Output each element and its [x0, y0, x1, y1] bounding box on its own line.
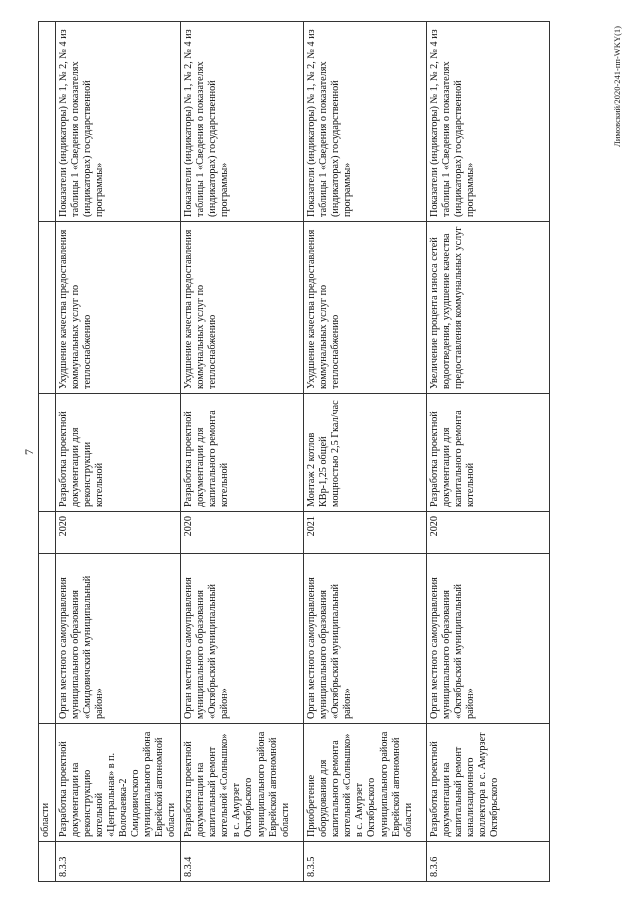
rotated-page	[20, 12, 620, 892]
cell-indicators: Показатели (индикаторы) № 1, № 2, № 4 из таблицы 1 «Сведения о показателях (индикаторах) государственной программы»	[181, 22, 304, 222]
table-row	[181, 22, 304, 882]
cell-indicators: Показатели (индикаторы) № 1, № 2, № 4 из таблицы 1 «Сведения о показателях (индикаторах) государственной программы»	[56, 22, 181, 222]
table-row	[56, 22, 181, 882]
page-number: 7	[22, 449, 36, 455]
cell-consequence: Ухудшение качества предоставления коммунальных услуг по теплоснабжению	[181, 222, 304, 394]
cell-consequence	[39, 222, 56, 394]
cell-event: Разработка проектной документации на капитальный ремонт канализационного коллектора в с. Амурзет Октябрьского	[427, 724, 550, 842]
cell-result: Монтаж 2 котлов КВр-1,25 общей мощностью 2,5 Гкал/час	[304, 394, 427, 512]
cell-year: 2020	[181, 512, 304, 554]
document-footer-code: Лимовский/2020-241-пп-WKY(1)	[612, 26, 622, 147]
cell-executor: Орган местного самоуправления муниципального образования «Смидовичский муниципальный район»	[56, 554, 181, 724]
program-table	[38, 21, 550, 882]
cell-result: Разработка проектной документации для капитального ремонта котельной	[427, 394, 550, 512]
cell-indicators: Показатели (индикаторы) № 1, № 2, № 4 из таблицы 1 «Сведения о показателях (индикаторах) государственной программы»	[427, 22, 550, 222]
cell-event: Разработка проектной документации на реконструкцию котельной «Центральная» в п. Волочаевка-2 Смидовичского муниципального района Еврейской автономной области	[56, 724, 181, 842]
cell-result	[39, 394, 56, 512]
cell-year: 2020	[56, 512, 181, 554]
table-row-continuation	[39, 22, 56, 882]
cell-num	[39, 842, 56, 882]
cell-num: 8.3.5	[304, 842, 427, 882]
cell-year: 2021	[304, 512, 427, 554]
cell-event: области	[39, 724, 56, 842]
cell-num: 8.3.3	[56, 842, 181, 882]
cell-result: Разработка проектной документации для капитального ремонта котельной	[181, 394, 304, 512]
cell-event: Приобретение оборудования для капитального ремонта котельной «Солнышко» в с. Амурзет Октябрьского муниципального района Еврейской автономной области	[304, 724, 427, 842]
cell-result: Разработка проектной документации для реконструкции котельной	[56, 394, 181, 512]
cell-indicators: Показатели (индикаторы) № 1, № 2, № 4 из таблицы 1 «Сведения о показателях (индикаторах) государственной программы»	[304, 22, 427, 222]
cell-year	[39, 512, 56, 554]
table-row	[304, 22, 427, 882]
cell-num: 8.3.6	[427, 842, 550, 882]
cell-indicators	[39, 22, 56, 222]
cell-consequence: Ухудшение качества предоставления коммунальных услуг по теплоснабжению	[304, 222, 427, 394]
cell-num: 8.3.4	[181, 842, 304, 882]
cell-year: 2020	[427, 512, 550, 554]
cell-executor: Орган местного самоуправления муниципального образования «Октябрьский муниципальный район»	[304, 554, 427, 724]
table-row	[427, 22, 550, 882]
cell-executor	[39, 554, 56, 724]
cell-consequence: Ухудшение качества предоставления коммунальных услуг по теплоснабжению	[56, 222, 181, 394]
cell-consequence: Увеличение процента износа сетей водоотведения, ухудшение качества предоставления коммунальных услуг	[427, 222, 550, 394]
cell-executor: Орган местного самоуправления муниципального образования «Октябрьский муниципальный район»	[427, 554, 550, 724]
cell-executor: Орган местного самоуправления муниципального образования «Октябрьский муниципальный район»	[181, 554, 304, 724]
cell-event: Разработка проектной документации на капитальный ремонт котельной «Солнышко» в с. Амурзет Октябрьского муниципального района Еврейской автономной области	[181, 724, 304, 842]
